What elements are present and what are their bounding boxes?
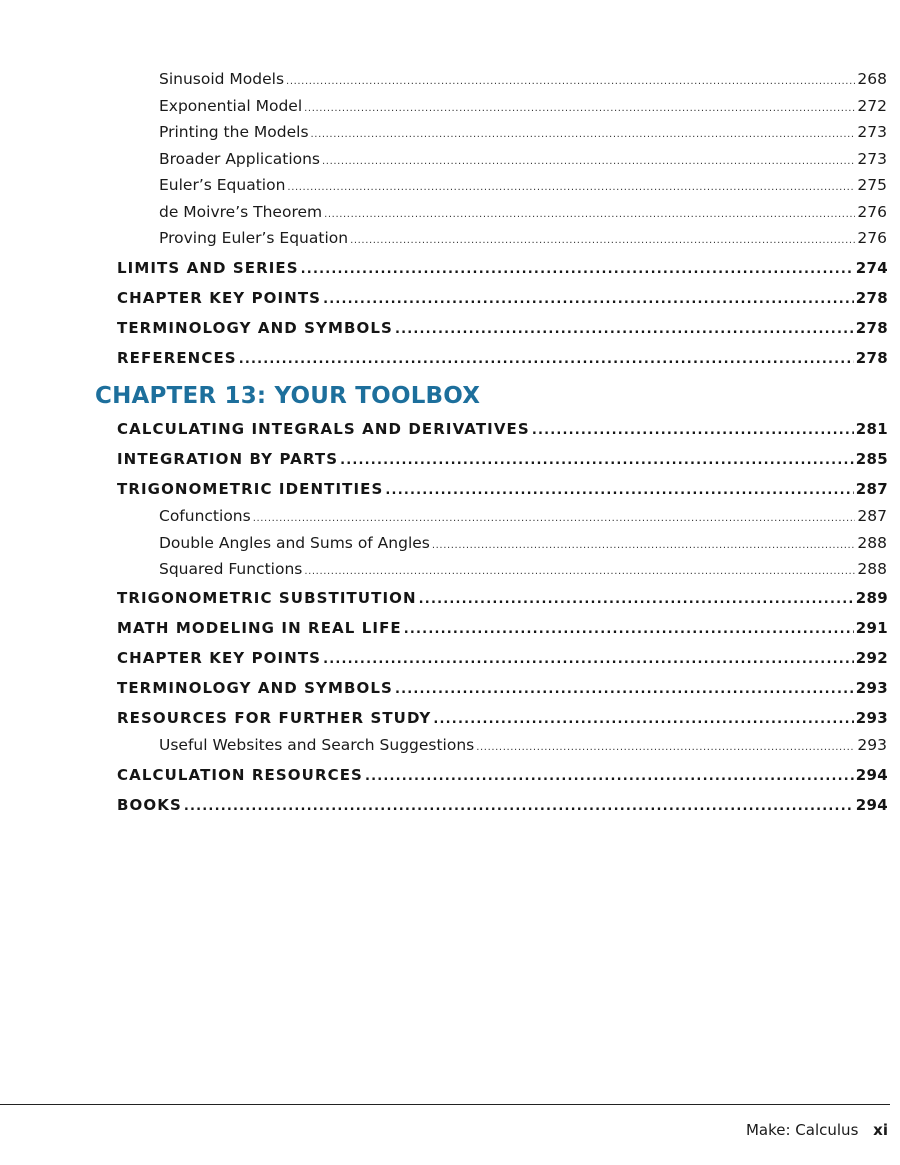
dot-leader [239, 352, 854, 367]
toc-entry-title: Sinusoid Models [159, 70, 285, 88]
dot-leader [286, 76, 855, 87]
footer-book-title: Make: Calculus [745, 1121, 859, 1139]
toc-section-trig-substitution[interactable] [117, 589, 888, 613]
dot-leader [476, 742, 855, 753]
toc-section-books[interactable] [117, 796, 888, 820]
dot-leader [395, 682, 854, 697]
dot-leader [433, 712, 853, 727]
dot-leader [419, 592, 854, 607]
toc-entry-page: 288 [857, 560, 887, 578]
toc-entry-page: 275 [857, 176, 887, 194]
dot-leader [184, 799, 854, 814]
toc-section-integration-by-parts[interactable] [117, 450, 888, 474]
toc-section-calculating-integrals[interactable] [117, 420, 888, 444]
toc-entry-page: 287 [857, 507, 887, 525]
toc-section-trig-identities[interactable] [117, 480, 888, 504]
toc-entry-double-angles[interactable] [159, 534, 887, 556]
toc-section-title: TERMINOLOGY AND SYMBOLS [117, 319, 393, 337]
toc-section-title: INTEGRATION BY PARTS [117, 450, 339, 468]
toc-entry-squared-functions[interactable] [159, 560, 887, 582]
toc-entry-de-moivres-theorem[interactable] [159, 203, 887, 225]
toc-entry-title: Cofunctions [159, 507, 251, 525]
toc-section-page: 278 [855, 289, 888, 307]
dot-leader [350, 235, 855, 246]
toc-section-title: REFERENCES [117, 349, 237, 367]
dot-leader [385, 483, 853, 498]
toc-entry-sinusoid-models[interactable] [159, 70, 887, 92]
toc-section-title: MATH MODELING IN REAL LIFE [117, 619, 402, 637]
dot-leader [287, 182, 855, 193]
toc-section-page: 294 [855, 796, 888, 814]
toc-section-title: LIMITS AND SERIES [117, 259, 299, 277]
toc-entry-title: Broader Applications [159, 150, 321, 168]
dot-leader [404, 622, 854, 637]
dot-leader [532, 423, 854, 438]
toc-section-page: 285 [855, 450, 888, 468]
toc-entry-page: 276 [857, 229, 887, 247]
toc-section-terminology-and-symbols[interactable] [117, 319, 888, 343]
toc-section-page: 289 [855, 589, 888, 607]
toc-entry-cofunctions[interactable] [159, 507, 887, 529]
toc-entry-title: Exponential Model [159, 97, 303, 115]
toc-entry-title: Proving Euler’s Equation [159, 229, 349, 247]
dot-leader [432, 540, 856, 551]
toc-section-chapter-key-points-13[interactable] [117, 649, 888, 673]
dot-leader [304, 103, 855, 114]
toc-section-page: 287 [855, 480, 888, 498]
dot-leader [311, 129, 856, 140]
toc-entry-printing-models[interactable] [159, 123, 887, 145]
toc-section-page: 293 [855, 709, 888, 727]
dot-leader [253, 513, 856, 524]
toc-section-page: 274 [855, 259, 888, 277]
page-footer [746, 1121, 888, 1139]
toc-entry-page: 272 [857, 97, 887, 115]
toc-section-page: 294 [855, 766, 888, 784]
toc-entry-title: Double Angles and Sums of Angles [159, 534, 430, 552]
toc-entry-title: Euler’s Equation [159, 176, 286, 194]
toc-entry-useful-websites[interactable] [159, 736, 887, 758]
toc-entry-page: 268 [857, 70, 887, 88]
dot-leader [340, 453, 854, 468]
toc-entry-page: 276 [857, 203, 887, 221]
dot-leader [323, 652, 854, 667]
toc-entry-page: 273 [857, 123, 887, 141]
dot-leader [365, 769, 854, 784]
toc-section-title: CALCULATION RESOURCES [117, 766, 363, 784]
toc-section-title: TERMINOLOGY AND SYMBOLS [117, 679, 393, 697]
dot-leader [324, 209, 855, 220]
toc-section-resources[interactable] [117, 709, 888, 733]
dot-leader [395, 322, 854, 337]
dot-leader [301, 262, 854, 277]
toc-section-page: 278 [855, 349, 888, 367]
toc-section-page: 292 [855, 649, 888, 667]
toc-entry-broader-applications[interactable] [159, 150, 887, 172]
toc-section-page: 291 [855, 619, 888, 637]
toc-section-title: BOOKS [117, 796, 182, 814]
toc-section-title: TRIGONOMETRIC IDENTITIES [117, 480, 384, 498]
toc-entry-page: 293 [857, 736, 887, 754]
toc-section-title: CHAPTER KEY POINTS [117, 289, 322, 307]
toc-entry-title: Squared Functions [159, 560, 303, 578]
toc-entry-exponential-model[interactable] [159, 97, 887, 119]
toc-entry-page: 288 [857, 534, 887, 552]
dot-leader [304, 566, 855, 577]
footer-page-number: xi [873, 1121, 888, 1139]
toc-entry-page: 273 [857, 150, 887, 168]
toc-entry-eulers-equation[interactable] [159, 176, 887, 198]
toc-entry-title: Useful Websites and Search Suggestions [159, 736, 475, 754]
toc-section-limits-and-series[interactable] [117, 259, 888, 283]
toc-entry-title: Printing the Models [159, 123, 309, 141]
toc-section-terminology-13[interactable] [117, 679, 888, 703]
toc-entry-title: de Moivre’s Theorem [159, 203, 323, 221]
footer-divider [0, 1104, 890, 1105]
chapter-heading[interactable]: CHAPTER 13: YOUR TOOLBOX [95, 383, 481, 409]
toc-section-chapter-key-points[interactable] [117, 289, 888, 313]
toc-section-title: TRIGONOMETRIC SUBSTITUTION [117, 589, 417, 607]
toc-section-title: RESOURCES FOR FURTHER STUDY [117, 709, 432, 727]
toc-section-calculation-resources[interactable] [117, 766, 888, 790]
toc-section-title: CHAPTER KEY POINTS [117, 649, 322, 667]
toc-section-math-modeling[interactable] [117, 619, 888, 643]
toc-section-title: CALCULATING INTEGRALS AND DERIVATIVES [117, 420, 530, 438]
toc-section-page: 278 [855, 319, 888, 337]
dot-leader [322, 156, 855, 167]
toc-section-page: 281 [855, 420, 888, 438]
toc-section-references[interactable] [117, 349, 888, 373]
dot-leader [323, 292, 854, 307]
toc-section-page: 293 [855, 679, 888, 697]
toc-entry-proving-eulers-equation[interactable] [159, 229, 887, 251]
